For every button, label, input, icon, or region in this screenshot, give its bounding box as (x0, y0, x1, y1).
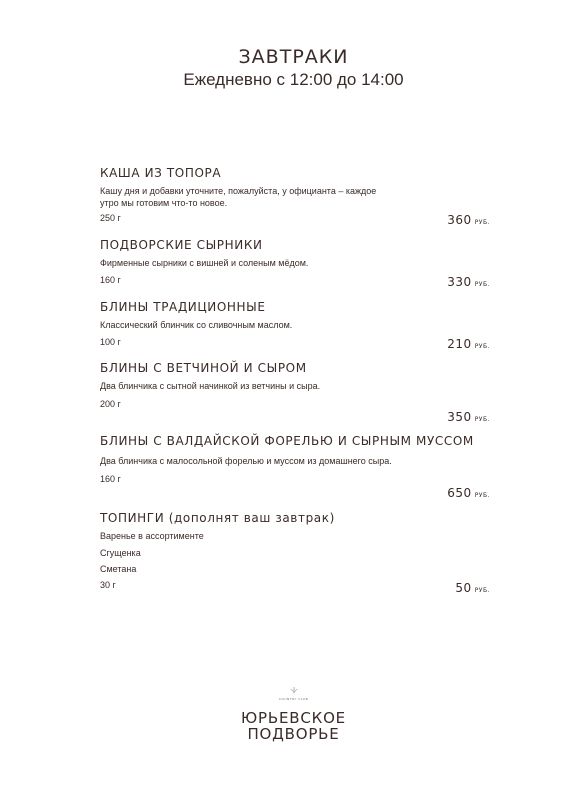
item-weight: 160 г (100, 275, 121, 285)
price-value: 360 (447, 213, 472, 227)
item-price (447, 333, 490, 352)
page-subtitle: Ежедневно с 12:00 до 14:00 (183, 70, 404, 89)
price-currency: РУБ. (474, 587, 490, 594)
toppings-name: ТОПИНГИ (дополнят ваш завтрак) (100, 511, 335, 525)
toppings-price (455, 577, 490, 596)
price-currency: РУБ. (474, 416, 490, 423)
toppings-weight: 30 г (100, 580, 116, 590)
price-value: 50 (455, 581, 472, 595)
price-currency: РУБ. (474, 343, 490, 350)
price-currency: РУБ. (474, 219, 490, 226)
item-description: Два блинчика с малосольной форелью и муссом из домашнего сыра. (100, 456, 392, 466)
item-weight: 100 г (100, 337, 121, 347)
topping-line: Сметана (100, 564, 137, 574)
item-name: ПОДВОРСКИЕ СЫРНИКИ (100, 238, 263, 252)
page-title: ЗАВТРАКИ (238, 46, 349, 68)
leaf-icon (287, 686, 301, 696)
item-weight: 160 г (100, 474, 121, 484)
price-currency: РУБ. (474, 492, 490, 499)
item-description: Два блинчика с сытной начинкой из ветчины и сыра. (100, 381, 321, 391)
item-description: Фирменные сырники с вишней и соленым мёдом. (100, 258, 309, 268)
price-value: 650 (447, 486, 472, 500)
logo-line-1: ЮРЬЕВСКОЕ (241, 709, 346, 727)
item-name: КАША ИЗ ТОПОРА (100, 166, 222, 180)
item-name: БЛИНЫ ТРАДИЦИОННЫЕ (100, 300, 266, 314)
price-value: 330 (447, 275, 472, 289)
topping-line: Варенье в ассортименте (100, 531, 204, 541)
item-name: БЛИНЫ С ВАЛДАЙСКОЙ ФОРЕЛЬЮ И СЫРНЫМ МУССОМ (100, 434, 474, 448)
price-value: 210 (447, 337, 472, 351)
price-value: 350 (447, 410, 472, 424)
item-description: Кашу дня и добавки уточните, пожалуйста, у официанта – каждое утро мы готовим что-то новое. (100, 186, 377, 208)
price-currency: РУБ. (474, 281, 490, 288)
item-name: БЛИНЫ С ВЕТЧИНОЙ И СЫРОМ (100, 361, 307, 375)
brand-logo (0, 686, 587, 742)
item-weight: 250 г (100, 213, 121, 223)
item-price (447, 482, 490, 501)
topping-line: Сгущенка (100, 548, 141, 558)
item-weight: 200 г (100, 399, 121, 409)
item-price (447, 406, 490, 425)
item-price (447, 271, 490, 290)
item-description: Классический блинчик со сливочным маслом. (100, 320, 293, 330)
item-price (447, 209, 490, 228)
logo-line-2: ПОДВОРЬЕ (247, 725, 340, 743)
logo-club-text: COUNTRY CLUB (278, 697, 309, 701)
